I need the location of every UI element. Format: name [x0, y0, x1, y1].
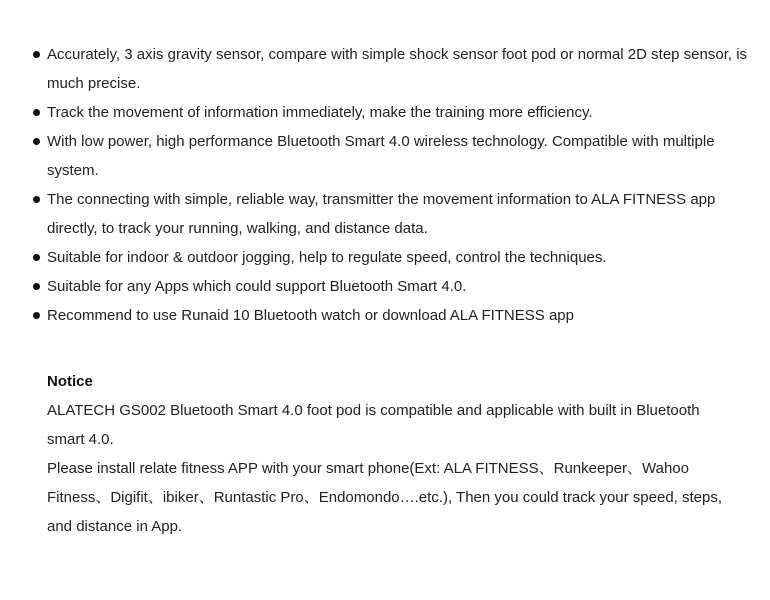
feature-item — [0, 185, 770, 243]
feature-text: Suitable for indoor & outdoor jogging, help to regulate speed, control the techniques. — [47, 249, 607, 266]
feature-item — [0, 98, 770, 127]
bullet-icon — [33, 51, 40, 58]
feature-item — [0, 127, 770, 185]
notice-section — [0, 367, 770, 541]
feature-item — [0, 272, 770, 301]
bullet-icon — [33, 138, 40, 145]
feature-text: Recommend to use Runaid 10 Bluetooth watch or download ALA FITNESS app — [47, 307, 574, 324]
feature-item — [0, 301, 770, 330]
product-description — [0, 40, 770, 541]
bullet-icon — [33, 196, 40, 203]
notice-title: Notice — [47, 373, 93, 390]
feature-text: With low power, high performance Bluetooth Smart 4.0 wireless technology. Compatible with multiple system. — [47, 133, 715, 179]
notice-paragraph: ALATECH GS002 Bluetooth Smart 4.0 foot pod is compatible and applicable with built in Bluetooth smart 4.0. — [47, 402, 700, 448]
feature-item — [0, 40, 770, 98]
feature-text: The connecting with simple, reliable way, transmitter the movement information to ALA FITNESS app directly, to track your running, walking, and distance data. — [47, 191, 716, 237]
feature-text: Track the movement of information immediately, make the training more efficiency. — [47, 104, 593, 121]
notice-paragraph: Please install relate fitness APP with your smart phone(Ext: ALA FITNESS、Runkeeper、Wahoo Fitness、Digifit、ibiker、Runtastic Pro、Endomondo….etc.), Then you could track your speed, steps, and distance in App. — [47, 460, 723, 535]
feature-text: Accurately, 3 axis gravity sensor, compare with simple shock sensor foot pod or normal 2D step sensor, is much precise. — [47, 46, 748, 92]
bullet-icon — [33, 283, 40, 290]
feature-item — [0, 243, 770, 272]
bullet-icon — [33, 254, 40, 261]
feature-text: Suitable for any Apps which could support Bluetooth Smart 4.0. — [47, 278, 467, 295]
feature-list — [0, 40, 770, 330]
bullet-icon — [33, 312, 40, 319]
bullet-icon — [33, 109, 40, 116]
